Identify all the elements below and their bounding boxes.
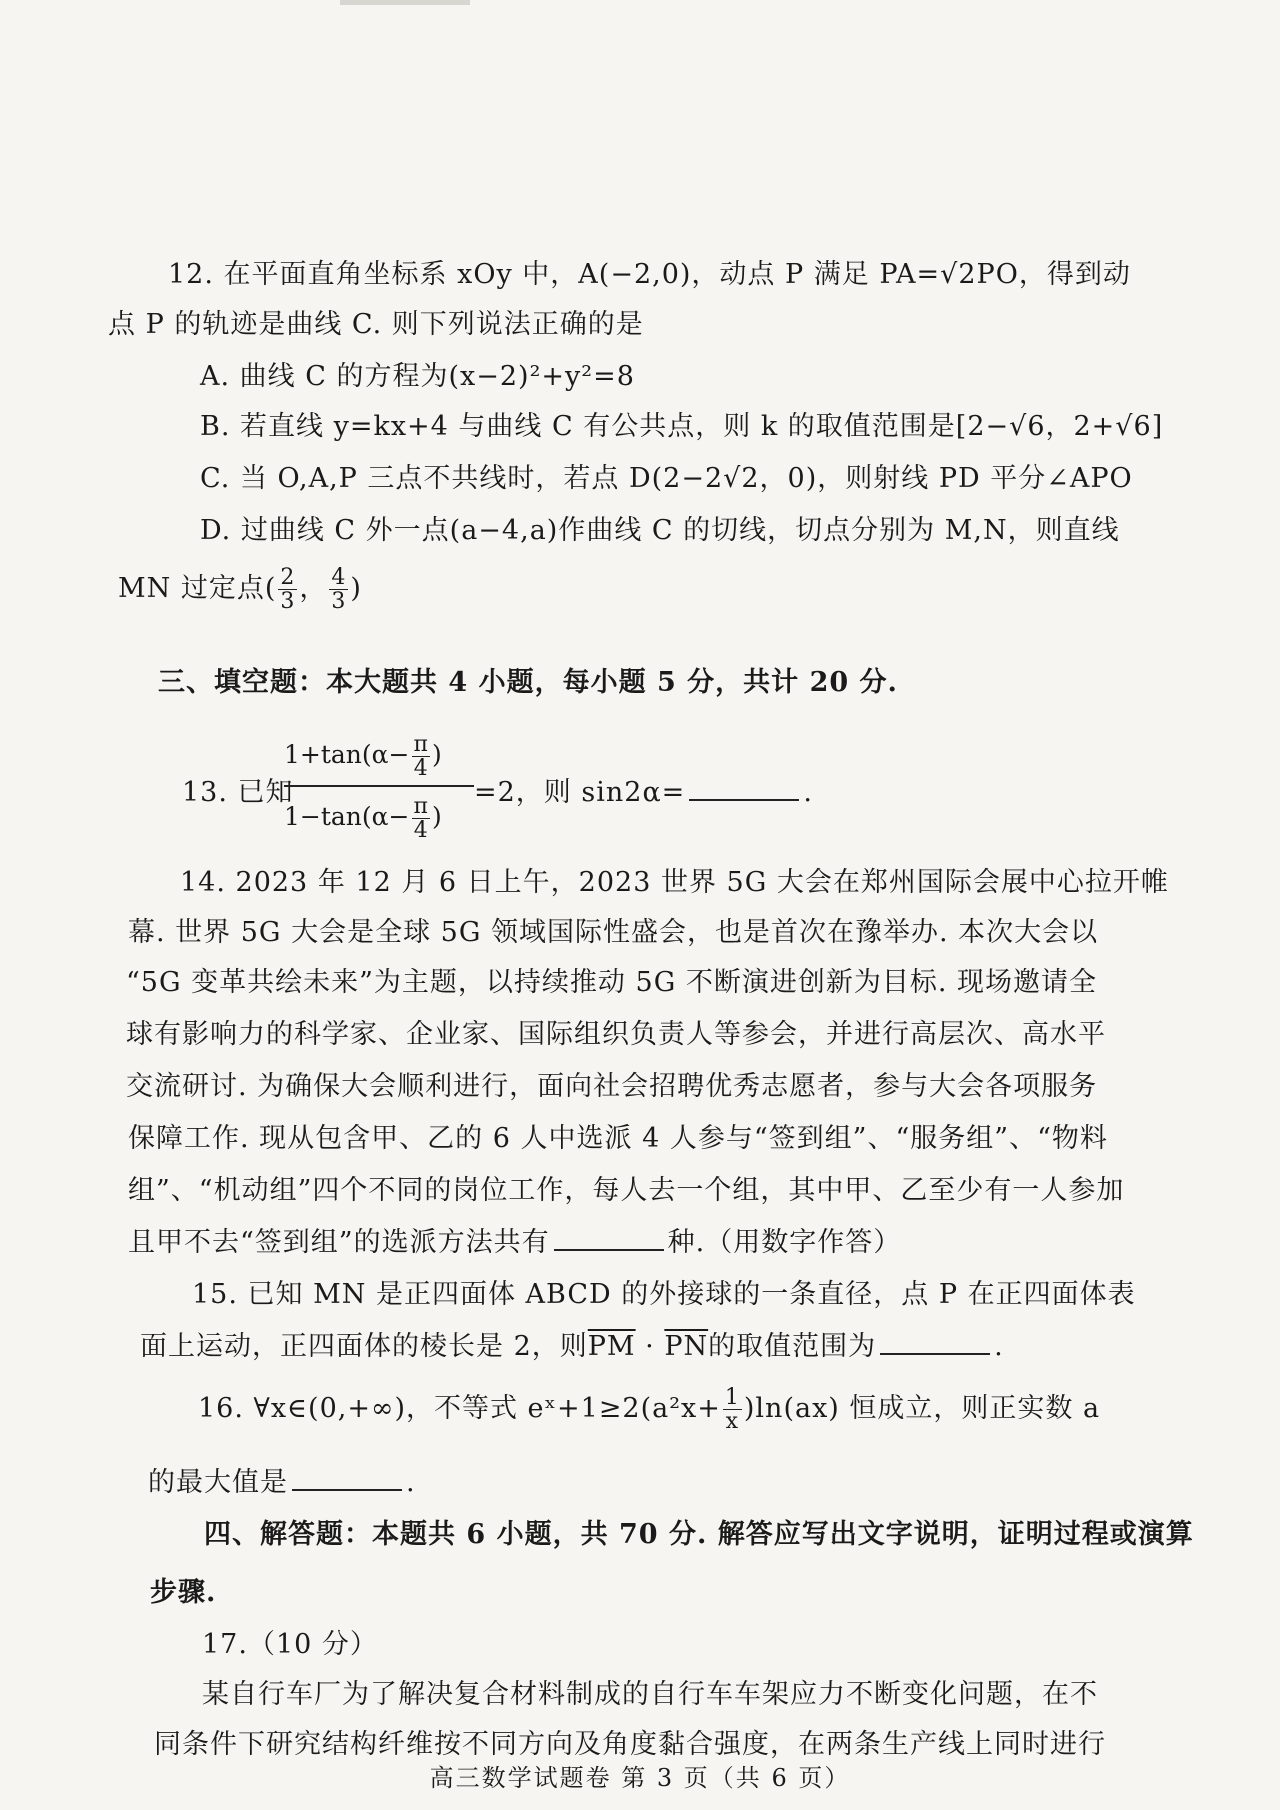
q15-line-2: 面上运动，正四面体的棱长是 2，则$\overline{PM} \cdot \overline{PN}$的取值范围为 . xyxy=(140,1331,1004,1362)
q14-line-6: 保障工作. 现从包含甲、乙的 6 人中选派 4 人参与“签到组”、“服务组”、“物料 xyxy=(128,1123,1108,1154)
answer-blank[interactable] xyxy=(554,1248,664,1251)
q12-option-d-line-1: D. 过曲线 C 外一点(a−4,a)作曲线 C 的切线，切点分别为 M,N，则直线 xyxy=(200,515,1120,546)
answer-blank[interactable] xyxy=(689,798,799,801)
q14-line-5: 交流研讨. 为确保大会顺利进行，面向社会招聘优秀志愿者，参与大会各项服务 xyxy=(126,1071,1098,1102)
section-3-heading: 三、填空题：本大题共 4 小题，每小题 5 分，共计 20 分. xyxy=(158,667,898,698)
vector-pm: $\overline{PM}$ xyxy=(587,1331,636,1362)
q14-line-3: “5G 变革共绘未来”为主题，以持续推动 5G 不断演进创新为目标. 现场邀请全 xyxy=(126,967,1098,998)
q14-line-2: 幕. 世界 5G 大会是全球 5G 领域国际性盛会，也是首次在豫举办. 本次大会以 xyxy=(128,917,1099,948)
vector-pn: $\overline{PN}$ xyxy=(664,1331,709,1362)
q16-line-1: 16. ∀x∈(0,+∞)，不等式 eˣ+1≥2(a²x+ $\frac{1}{x}$ )ln(ax) 恒成立，则正实数 a xyxy=(198,1385,1101,1435)
scan-artifact xyxy=(340,0,470,5)
fraction-bar xyxy=(284,785,474,787)
q12-option-d-line-2: MN 过定点( $\frac{2}{3}$ ， $\frac{4}{3}$ ) xyxy=(118,565,362,615)
section-4-heading-line-2: 步骤. xyxy=(150,1577,217,1608)
q12-line-2: 点 P 的轨迹是曲线 C. 则下列说法正确的是 xyxy=(108,309,644,340)
q13-suffix: =2，则 sin2α= . xyxy=(474,777,813,808)
q16-line-2: 的最大值是 . xyxy=(148,1467,416,1498)
fraction-one-over-x: $\frac{1}{x}$ xyxy=(724,1385,740,1435)
fraction-four-thirds: $\frac{4}{3}$ xyxy=(331,565,347,615)
q12-option-a: A. 曲线 C 的方程为(x−2)²+y²=8 xyxy=(200,361,635,392)
q12-option-c: C. 当 O,A,P 三点不共线时，若点 D(2−2√2，0)，则射线 PD 平分∠APO xyxy=(200,463,1133,494)
section-4-heading-line-1: 四、解答题：本题共 6 小题，共 70 分. 解答应写出文字说明，证明过程或演算 xyxy=(204,1519,1194,1550)
answer-blank[interactable] xyxy=(292,1488,402,1491)
page-footer: 高三数学试题卷 第 3 页（共 6 页） xyxy=(429,1764,851,1792)
q12-option-d-pre: MN 过定点( xyxy=(118,573,277,605)
q13-prefix: 13. 已知 xyxy=(182,777,294,808)
q14-line-8: 且甲不去“签到组”的选派方法共有 种.（用数字作答） xyxy=(128,1227,902,1258)
q14-line-1: 14. 2023 年 12 月 6 日上午，2023 世界 5G 大会在郑州国际会展中心拉开帷 xyxy=(180,867,1169,898)
q17-line-1: 某自行车厂为了解决复合材料制成的自行车车架应力不断变化问题，在不 xyxy=(202,1679,1098,1710)
q17-heading: 17.（10 分） xyxy=(202,1629,378,1660)
q12-option-b: B. 若直线 y=kx+4 与曲线 C 有公共点，则 k 的取值范围是[2−√6，2+√6] xyxy=(200,411,1164,442)
q17-line-2: 同条件下研究结构纤维按不同方向及角度黏合强度，在两条生产线上同时进行 xyxy=(154,1729,1106,1760)
q12-line-1: 12. 在平面直角坐标系 xOy 中，A(−2,0)，动点 P 满足 PA=√2PO，得到动 xyxy=(168,259,1131,290)
answer-blank[interactable] xyxy=(880,1352,990,1355)
q14-line-4: 球有影响力的科学家、企业家、国际组织负责人等参会，并进行高层次、高水平 xyxy=(126,1019,1106,1050)
q15-line-1: 15. 已知 MN 是正四面体 ABCD 的外接球的一条直径，点 P 在正四面体表 xyxy=(192,1279,1136,1310)
fraction-two-thirds: $\frac{2}{3}$ xyxy=(280,565,296,615)
q13-numerator: 1+tan(α− $\frac{\pi}{4}$ ) xyxy=(284,732,442,782)
q13-denominator: 1−tan(α− $\frac{\pi}{4}$ ) xyxy=(284,794,442,844)
q14-line-7: 组”、“机动组”四个不同的岗位工作，每人去一个组，其中甲、乙至少有一人参加 xyxy=(128,1175,1125,1206)
